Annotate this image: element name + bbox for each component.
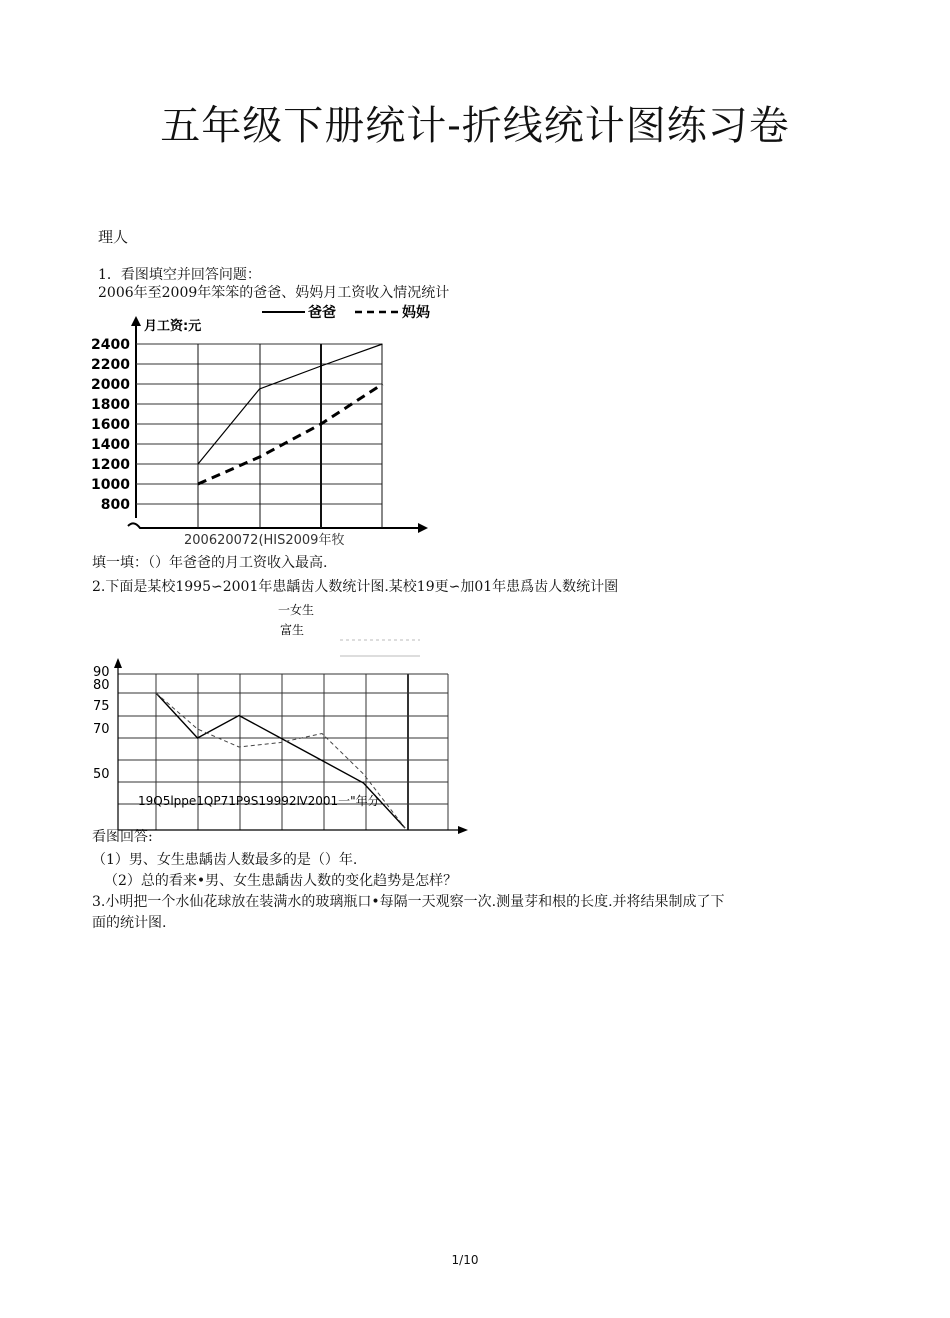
series-line-mom	[198, 384, 383, 484]
y-tick-label: 75	[93, 699, 110, 714]
page-number: 1/10	[451, 1253, 479, 1267]
page-title: 五年级下册统计-折线统计图练习卷	[160, 103, 790, 149]
y-tick-label: 1200	[91, 457, 130, 473]
y-axis-arrow	[114, 658, 122, 668]
y-tick-label: 70	[93, 722, 110, 737]
q2-sub1: （1）男、女生患龋齿人数最多的是（）年.	[92, 852, 358, 868]
y-tick-label: 2000	[91, 377, 130, 393]
legend-label: 一女生	[278, 603, 315, 617]
legend-label: 妈妈	[402, 305, 430, 321]
cavity-line-chart	[90, 598, 510, 844]
q2-heading: 2.下面是某校1995∽2001年患龋齿人数统计图.某校19更∽加01年患爲齿人数统计圏	[92, 579, 619, 595]
y-tick-label: 1600	[91, 417, 130, 433]
x-axis-text: 19Q5lppe1QP71P9S19992Ⅳ2001一"年分	[138, 794, 380, 808]
y-tick-label: 2200	[91, 357, 130, 373]
y-tick-label: 90	[93, 665, 110, 680]
subtitle: 理人	[98, 228, 129, 246]
x-axis-arrow	[418, 523, 428, 533]
x-axis-arrow	[458, 826, 468, 834]
q1-heading: 1．看图填空并回答问题：	[98, 267, 261, 283]
y-tick-label: 50	[93, 767, 110, 782]
y-tick-label: 2400	[91, 337, 130, 353]
y-tick-label: 1400	[91, 437, 130, 453]
q1-caption: 2006年至2009年笨笨的爸爸、妈妈月工资收入情况统计	[98, 285, 450, 301]
y-axis-arrow	[131, 316, 141, 326]
x-axis	[128, 523, 422, 528]
y-tick-label: 1000	[91, 477, 130, 493]
q3-line1: 3.小明把一个水仙花球放在装满水的玻璃瓶口•每隔一天观察一次.测量芽和根的长度.并将结果制成了下	[92, 894, 725, 910]
y-axis-label: 月工资:元	[144, 319, 202, 334]
look-answer: 看图回答:	[92, 829, 153, 845]
legend-label: 富生	[280, 623, 305, 637]
q2-sub2: （2）总的看来•男、女生患龋齿人数的变化趋势是怎样？	[104, 873, 458, 889]
y-tick-label: 800	[100, 497, 130, 513]
y-tick-label: 1800	[91, 397, 130, 413]
legend-label: 爸爸	[308, 305, 336, 321]
q1-fill: 填一填：（）年爸爸的月工资收入最高.	[92, 555, 328, 571]
y-tick-label: 80	[93, 678, 110, 693]
wage-line-chart	[91, 298, 440, 550]
x-axis-text: 200620072(HIS2009年牧	[184, 533, 345, 548]
q3-line2: 面的统计图.	[92, 915, 167, 931]
